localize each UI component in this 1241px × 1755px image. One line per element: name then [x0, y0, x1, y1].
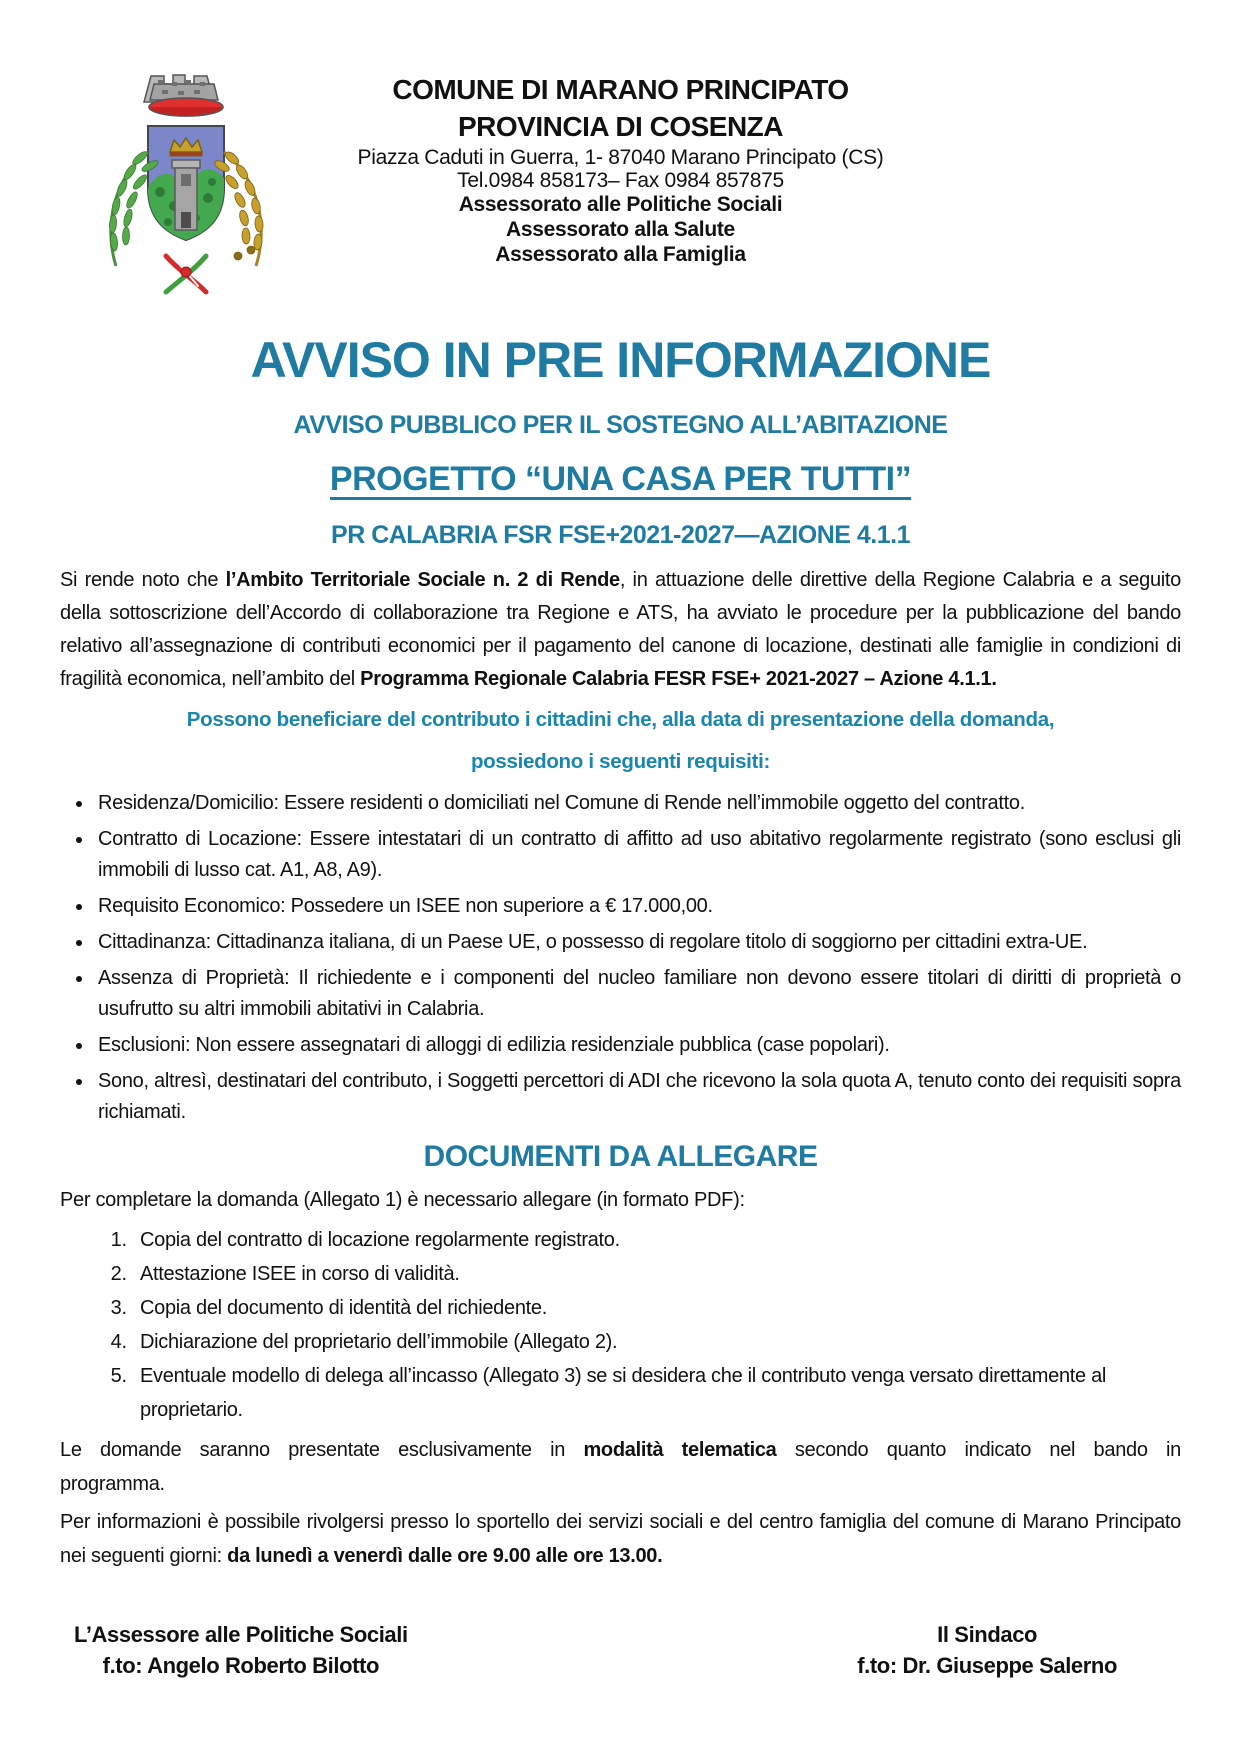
intro-paragraph — [60, 564, 1181, 696]
submission-line1 — [60, 1433, 1181, 1467]
public-notice-subtitle: AVVISO PUBBLICO PER IL SOSTEGNO ALL’ABITAZIONE — [293, 411, 948, 439]
municipal-coat-of-arms-icon — [88, 60, 284, 318]
signature-assessore — [74, 1619, 408, 1681]
requirement-item-isee: • Requisito Economico: Possedere un ISEE non superiore a € 17.000,00. — [94, 891, 1181, 922]
info-text: Per informazioni è possibile rivolgersi presso lo sportello dei servizi sociali e del centro famiglia del comune di Marano Principato nei seguenti giorni: — [60, 1511, 1181, 1567]
requirement-item-esclusioni: • Esclusioni: Non essere assegnatari di alloggi di edilizia residenziale pubblica (case popolari). — [94, 1030, 1181, 1061]
submission-paragraph — [60, 1433, 1181, 1501]
document-header — [60, 58, 1181, 320]
documents-list — [60, 1223, 1181, 1427]
submission-text-2: secondo quanto indicato nel bando in — [776, 1439, 1181, 1461]
requirement-item-residenza: • Residenza/Domicilio: Essere residenti o domiciliati nel Comune di Rende nell’immobile oggetto del contratto. — [94, 788, 1181, 819]
submission-bold: modalità telematica — [583, 1439, 777, 1461]
requirement-item-proprieta: • Assenza di Proprietà: Il richiedente e i componenti del nucleo familiare non devono essere titolari di diritti di proprietà o usufrutto su altri immobili abitativi in Calabria. — [94, 963, 1181, 1025]
signature-sindaco-name: f.to: Dr. Giuseppe Salerno — [857, 1653, 1117, 1678]
address-line: Piazza Caduti in Guerra, 1- 87040 Marano Principato (CS) — [357, 146, 884, 169]
beneficiaries-lead-line1: Possono beneficiare del contributo i cittadini che, alla data di presentazione della domanda, — [186, 708, 1055, 731]
signature-sindaco — [857, 1619, 1117, 1681]
department-family: Assessorato alla Famiglia — [495, 243, 746, 266]
requirement-item-cittadinanza: • Cittadinanza: Cittadinanza italiana, di un Paese UE, o possesso di regolare titolo di soggiorno per cittadini extra-UE. — [94, 927, 1181, 958]
department-health: Assessorato alla Salute — [506, 218, 735, 241]
signature-assessore-name: f.to: Angelo Roberto Bilotto — [102, 1653, 380, 1678]
documents-heading: DOCUMENTI DA ALLEGARE — [423, 1140, 818, 1173]
program-title: PR CALABRIA FSR FSE+2021-2027—AZIONE 4.1.1 — [331, 521, 910, 549]
info-hours-bold: da lunedì a venerdì dalle ore 9.00 alle ore 13.00. — [227, 1545, 663, 1567]
documents-intro: Per completare la domanda (Allegato 1) è necessario allegare (in formato PDF): — [60, 1189, 745, 1211]
beneficiaries-lead-line2: possiedono i seguenti requisiti: — [470, 750, 771, 773]
intro-text-2: , in attuazione delle direttive della Regione Calabria e a seguito della sottoscrizione dell’Accordo di collaborazione tra Regione e ATS, ha avviato le procedure per la pubblicazione del bando relativo all’assegnazione di contributi economici per il pagamento del canone di locazione, destinati alle famiglie in condizioni di fragilità economica, nell’ambito del — [60, 569, 1181, 690]
phone-fax-line: Tel.0984 858173– Fax 0984 857875 — [457, 169, 784, 192]
requirement-item-contratto: • Contratto di Locazione: Essere intestatari di un contratto di affitto ad uso abitativo regolarmente registrato (sono esclusi gli immobili di lusso cat. A1, A8, A9). — [94, 824, 1181, 886]
document-item-delega: 5. Eventuale modello di delega all’incasso (Allegato 3) se si desidera che il contributo venga versato direttamente al proprietario. — [132, 1359, 1181, 1427]
document-item-isee: 2. Attestazione ISEE in corso di validità. — [132, 1257, 1181, 1291]
intro-bold-programma: Programma Regionale Calabria FESR FSE+ 2021-2027 – Azione 4.1.1. — [360, 668, 997, 690]
requirement-item-adi: • Sono, altresì, destinatari del contributo, i Soggetti percettori di ADI che ricevono la sola quota A, tenuto conto dei requisiti sopra richiamati. — [94, 1066, 1181, 1128]
department-social-policies: Assessorato alle Politiche Sociali — [458, 193, 783, 216]
submission-text: Le domande saranno presentate esclusivamente in — [60, 1439, 584, 1461]
project-title: PROGETTO “UNA CASA PER TUTTI” — [329, 460, 912, 498]
document-item-identita: 3. Copia del documento di identità del richiedente. — [132, 1291, 1181, 1325]
shield — [148, 126, 224, 240]
ribbon — [166, 256, 206, 292]
signatures-row — [60, 1619, 1181, 1681]
province-name: PROVINCIA DI COSENZA — [458, 111, 783, 142]
info-paragraph — [60, 1505, 1181, 1573]
mural-crown — [144, 75, 223, 116]
submission-line2: programma. — [60, 1473, 165, 1495]
signature-assessore-role: L’Assessore alle Politiche Sociali — [74, 1622, 408, 1647]
document-item-dichiarazione: 4. Dichiarazione del proprietario dell’immobile (Allegato 2). — [132, 1325, 1181, 1359]
municipality-name: COMUNE DI MARANO PRINCIPATO — [392, 74, 849, 105]
intro-text: Si rende noto che — [60, 569, 226, 591]
main-title: AVVISO IN PRE INFORMAZIONE — [250, 332, 991, 388]
intro-bold-ambito: l’Ambito Territoriale Sociale n. 2 di Rende — [225, 569, 620, 591]
requirements-list — [60, 788, 1181, 1128]
signature-sindaco-role: Il Sindaco — [937, 1622, 1038, 1647]
document-item-contratto: 1. Copia del contratto di locazione regolarmente registrato. — [132, 1223, 1181, 1257]
